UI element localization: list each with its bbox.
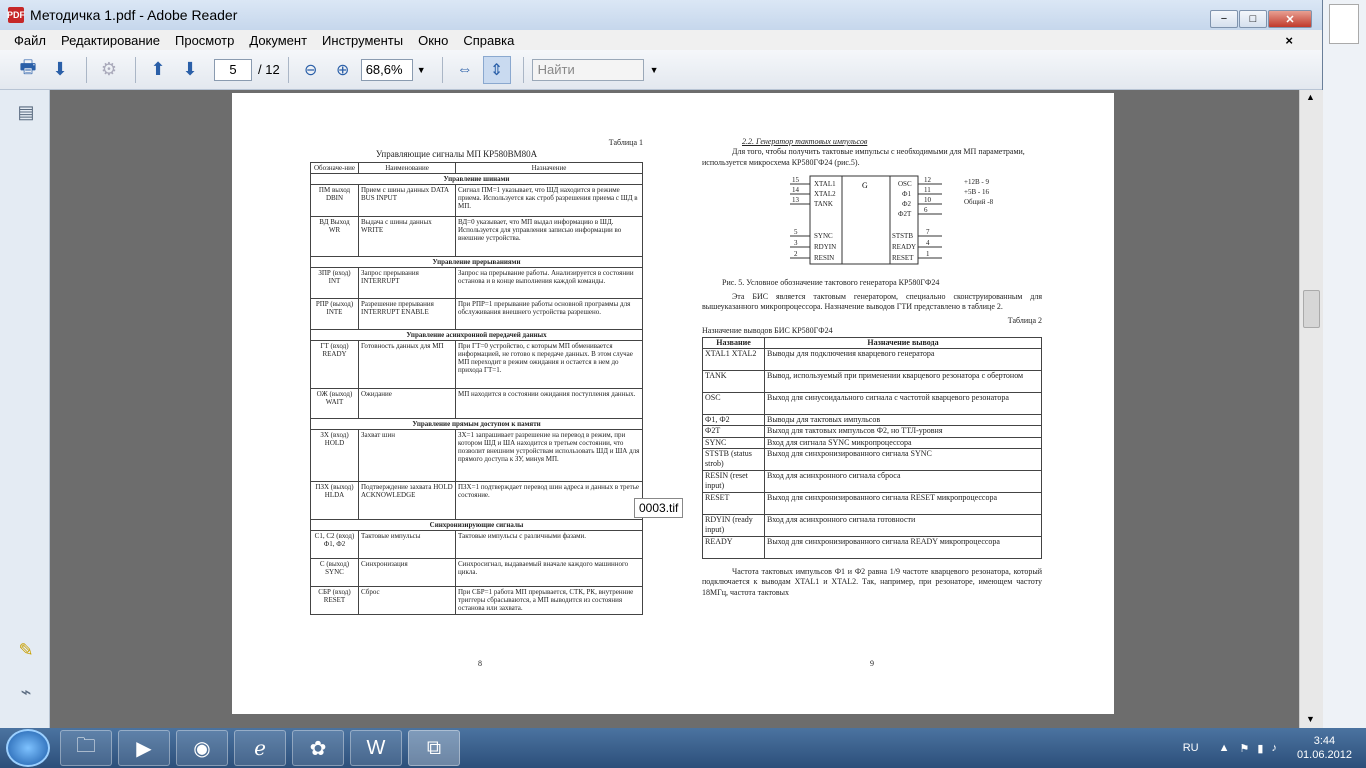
section-row: Управление асинхронной передачей данных [311, 329, 643, 340]
page-number-left: 8 [478, 659, 482, 668]
chip-label: G [862, 181, 868, 191]
section-row: Управление шинами [311, 173, 643, 184]
explorer-taskbar-icon[interactable]: 🗀 [60, 730, 112, 766]
table-cell: TANK [703, 370, 765, 392]
zoom-in-button[interactable]: ⊕ [335, 61, 350, 79]
close-document-button[interactable]: × [1285, 32, 1293, 48]
word-taskbar-icon[interactable]: W [350, 730, 402, 766]
table-cell: Вывод, используемый при применении кварцевого резонатора с обертоном [765, 370, 1042, 392]
taskbar [0, 728, 1366, 768]
table-header: Обозначе-ние [311, 162, 359, 173]
close-button[interactable]: ✕ [1268, 10, 1312, 28]
pin-number: 10 [924, 196, 931, 205]
table-cell: Сигнал ПМ=1 указывает, что ШД находится в режиме приема. Используется как строб разрешения приема с ШД в МП. [456, 184, 643, 216]
create-pdf-icon[interactable]: ⬇ [52, 59, 68, 79]
menu-document[interactable]: Документ [249, 32, 308, 48]
pin-number: 14 [792, 186, 799, 195]
table-cell: ОЖ (выход) WAIT [311, 388, 359, 418]
page-number-input[interactable]: 5 [214, 59, 252, 81]
section-row: Синхронизирующие сигналы [311, 519, 643, 530]
menu-window[interactable]: Окно [418, 32, 449, 48]
minimize-button[interactable]: − [1210, 10, 1238, 28]
flag-icon[interactable]: ⚑ [1239, 742, 1250, 755]
table-cell: Прием с шины данных DATA BUS INPUT [359, 184, 456, 216]
network-icon[interactable]: ▮ [1257, 742, 1264, 755]
table-1 [310, 138, 643, 615]
table-cell: Вход для асинхронного сигнала сброса [765, 471, 1042, 493]
page-total: / 12 [258, 62, 280, 77]
table-cell: ВД Выход WR [311, 216, 359, 256]
table-cell: Вход для сигнала SYNC микропроцессора [765, 437, 1042, 448]
maximize-button[interactable]: □ [1239, 10, 1267, 28]
power-note: +5В - 16 [964, 188, 989, 197]
figure-caption: Рис. 5. Условное обозначение тактового генератора КР580ГФ24 [722, 277, 940, 287]
table-cell: Запрос прерывания INTERRUPT [359, 267, 456, 298]
table-cell: Тактовые импульсы [359, 530, 456, 558]
section-heading: 2.2. Генератор тактовых импульсов [742, 137, 868, 146]
table-cell: RESET [703, 493, 765, 515]
table-cell: С1, С2 (вход) Ф1, Ф2 [311, 530, 359, 558]
table-cell: Выход для синхронизированного сигнала RESET микропроцессора [765, 493, 1042, 515]
table-cell: При ГТ=0 устройство, с которым МП обменивается информацией, не готово к передаче данных. В этом случае МП переходит в режим ожидания и остается в нем до прихода ГТ=1. [456, 340, 643, 388]
table-cell: ВД=0 указывает, что МП выдал информацию в ШД. Используется для управления записью информации во внешние устройства. [456, 216, 643, 256]
paragraph-1: Для того, чтобы получить тактовые импульсы с необходимыми для МП параметрами, используется микросхема КР580ГФ24 (рис.5). [702, 147, 1025, 167]
table-cell: Выводы для подключения кварцевого генератора [765, 348, 1042, 370]
table-cell: ГТ (вход) READY [311, 340, 359, 388]
table-1-number: Таблица 1 [608, 138, 643, 147]
vertical-scrollbar[interactable] [1299, 90, 1323, 728]
navigation-panel [0, 90, 50, 728]
power-note: Общий -8 [964, 198, 994, 207]
pin-label: OSC [898, 180, 912, 189]
collaborate-icon[interactable]: ⚙ [100, 59, 118, 79]
table-cell: ПЗХ=1 подтверждает перевод шин адреса и данных в третье состояние. [456, 481, 643, 519]
pin-number: 15 [792, 176, 799, 185]
menu-tools[interactable]: Инструменты [322, 32, 404, 48]
pin-number: 12 [924, 176, 931, 185]
zoom-out-button[interactable]: ⊖ [303, 61, 318, 79]
pin-label: RESET [892, 254, 914, 263]
table-cell: Ф2Т [703, 426, 765, 437]
table-cell: Выдача с шины данных WRITE [359, 216, 456, 256]
table-cell: STSTB (status strob) [703, 449, 765, 471]
scroll-down-icon[interactable]: ▼ [1306, 714, 1315, 724]
chip-diagram [702, 172, 1042, 268]
paragraph-2: Эта БИС является тактовым генератором, специально сконструированным для вышеуказанного микропроцессора. Назначение выводов ГТИ представлено в таблице 2. [702, 291, 1042, 312]
system-tray [1183, 734, 1352, 763]
table-header: Название [703, 337, 765, 348]
next-page-button[interactable]: ⬇ [182, 59, 198, 79]
power-note: +12В - 9 [964, 178, 989, 187]
pdf-page-spread [232, 93, 1114, 714]
menu-bar [0, 30, 1322, 50]
page-number-right: 9 [870, 659, 874, 668]
window-title: Методичка 1.pdf - Adobe Reader [30, 7, 238, 23]
table-header: Наименование [359, 162, 456, 173]
table-cell: Сброс [359, 586, 456, 614]
table-cell: XTAL1 XTAL2 [703, 348, 765, 370]
find-input[interactable]: Найти [532, 59, 644, 81]
table-cell: ПМ выход DBIN [311, 184, 359, 216]
table-cell: SYNC [703, 437, 765, 448]
language-indicator[interactable]: RU [1182, 742, 1199, 755]
table-cell: RESIN (reset input) [703, 471, 765, 493]
prev-page-button[interactable]: ⬆ [150, 59, 166, 79]
table-cell: Синхронизация [359, 558, 456, 586]
pin-number: 3 [794, 239, 798, 248]
table-cell: Готовность данных для МП [359, 340, 456, 388]
start-button[interactable] [6, 729, 50, 767]
volume-icon[interactable]: ♪ [1271, 742, 1277, 755]
table-2-number: Таблица 2 [1007, 315, 1042, 325]
paragraph-3: Частота тактовых импульсов Ф1 и Ф2 равна 1/9 частоте кварцевого резонатора, который подключается к выводам XTAL1 и XTAL2. Так, например, при резонаторе, имеющем частоту 18МГц, частота тактовых [702, 567, 1042, 597]
table-header: Назначение [456, 162, 643, 173]
table-cell: Выводы для тактовых импульсов [765, 414, 1042, 425]
table-cell: Ожидание [359, 388, 456, 418]
table-1-title: Управляющие сигналы МП КР580ВМ80А [375, 149, 538, 160]
pin-number: 1 [926, 250, 930, 259]
right-page-content [702, 137, 1042, 598]
pin-label: Ф1 [902, 190, 912, 199]
ie-taskbar-icon[interactable]: ℯ [234, 730, 286, 766]
pdf-icon: PDF [8, 7, 24, 23]
pin-label: SYNC [814, 232, 833, 241]
print-icon[interactable]: 🖶 [19, 56, 37, 77]
table-cell: Выход для тактовых импульсов Ф2, но ТТЛ-уровня [765, 426, 1042, 437]
table-cell: Выход для синусоидального сигнала с частотой кварцевого резонатора [765, 392, 1042, 414]
menu-view[interactable]: Просмотр [175, 32, 235, 48]
menu-edit[interactable]: Редактирование [60, 32, 160, 48]
scroll-up-icon[interactable]: ▲ [1306, 92, 1315, 102]
table-cell: Захват шин [359, 429, 456, 481]
table-cell: Выход для синхронизированного сигнала SYNC [765, 449, 1042, 471]
clock[interactable] [1297, 734, 1352, 763]
pages-icon[interactable]: ▤ [17, 102, 35, 122]
table-cell: Тактовые импульсы с различными фазами. [456, 530, 643, 558]
pin-label: STSTB [892, 232, 914, 241]
pin-label: XTAL2 [814, 190, 836, 199]
table-cell: МП находится в состоянии ожидания поступления данных. [456, 388, 643, 418]
table-cell: Синхросигнал, выдаваемый вначале каждого машинного цикла. [456, 558, 643, 586]
table-cell: Запрос на прерывание работы. Анализируется в состоянии останова и в конце выполнения каждой команды. [456, 267, 643, 298]
pin-number: 13 [792, 196, 799, 205]
fit-page-icon[interactable]: ⇕ [483, 56, 511, 84]
pin-number: 2 [794, 250, 798, 259]
pin-label: RDYIN [814, 243, 837, 252]
table-cell: РПР (выход) INTE [311, 298, 359, 329]
table-cell: READY [703, 537, 765, 559]
find-options-icon[interactable]: ▼ [649, 64, 659, 75]
table-cell: Вход для асинхронного сигнала готовности [765, 515, 1042, 537]
table-cell: ЗХ (вход) HOLD [311, 429, 359, 481]
pin-label: Ф2 [902, 200, 912, 209]
table-2-title: Назначение выводов БИС КР580ГФ24 [702, 326, 833, 336]
pin-label: TANK [814, 200, 833, 209]
table-cell: ЗХ=1 запрашивает разрешение на перевод в режим, при котором ШД и ША находится в третьем состоянии, что позволит внешним устройствам использовать ШД и ША для прямого доступа к ЗУ, минуя МП. [456, 429, 643, 481]
pin-number: 7 [926, 228, 930, 237]
section-row: Управление прерываниями [311, 256, 643, 267]
toolbar [0, 50, 1322, 90]
table-cell: Ф1, Ф2 [703, 414, 765, 425]
filename-tooltip: 0003.tif [634, 498, 683, 518]
signals-table [310, 162, 643, 615]
comments-icon[interactable]: ✎ [18, 640, 34, 660]
adobe-reader-taskbar-icon[interactable]: ⧉ [408, 730, 460, 766]
table-cell: ЗПР (вход) INT [311, 267, 359, 298]
attachments-icon[interactable]: ⌁ [20, 682, 32, 702]
zoom-input[interactable]: 68,6% [361, 59, 413, 81]
section-row: Управление прямым доступом к памяти [311, 418, 643, 429]
pin-number: 6 [924, 206, 928, 215]
show-hidden-icons-icon[interactable]: ▲ [1218, 742, 1230, 755]
media-player-taskbar-icon[interactable]: ▶ [118, 730, 170, 766]
table-cell: Разрешение прерывания INTERRUPT ENABLE [359, 298, 456, 329]
pin-label: XTAL1 [814, 180, 836, 189]
menu-help[interactable]: Справка [463, 32, 515, 48]
pin-number: 4 [926, 239, 930, 248]
pin-number: 11 [924, 186, 931, 195]
background-window-edge [1323, 0, 1366, 728]
table-cell: Подтверждение захвата HOLD ACKNOWLEDGE [359, 481, 456, 519]
table-cell: ПЗХ (выход) HLDA [311, 481, 359, 519]
fit-width-icon[interactable]: ⇔ [456, 60, 473, 78]
chevron-down-icon[interactable]: ▼ [416, 64, 426, 75]
title-bar [0, 0, 1322, 30]
firefox-taskbar-icon[interactable]: ◉ [176, 730, 228, 766]
pins-table [702, 337, 1042, 560]
clock-date: 01.06.2012 [1296, 749, 1352, 762]
icq-taskbar-icon[interactable]: ✿ [292, 730, 344, 766]
scroll-thumb[interactable] [1303, 290, 1320, 328]
pin-label: Ф2Т [898, 210, 912, 219]
table-header: Назначение вывода [765, 337, 1042, 348]
clock-time: 3:44 [1313, 735, 1336, 747]
table-cell: RDYIN (ready input) [703, 515, 765, 537]
menu-file[interactable]: Файл [14, 32, 46, 48]
pin-label: READY [892, 243, 917, 252]
table-cell: С (выход) SYNC [311, 558, 359, 586]
table-cell: При СБР=1 работа МП прерывается, СТК, РК, внутренние триггеры сбрасываются, а МП выводится из состояния останова или захвата. [456, 586, 643, 614]
table-cell: При РПР=1 прерывание работы основной программы для обслуживания внешнего устройства разрешено. [456, 298, 643, 329]
table-cell: OSC [703, 392, 765, 414]
table-cell: Выход для синхронизированного сигнала READY микропроцессора [765, 537, 1042, 559]
table-cell: СБР (вход) RESET [311, 586, 359, 614]
pin-label: RESIN [814, 254, 835, 263]
pin-number: 5 [794, 228, 798, 237]
